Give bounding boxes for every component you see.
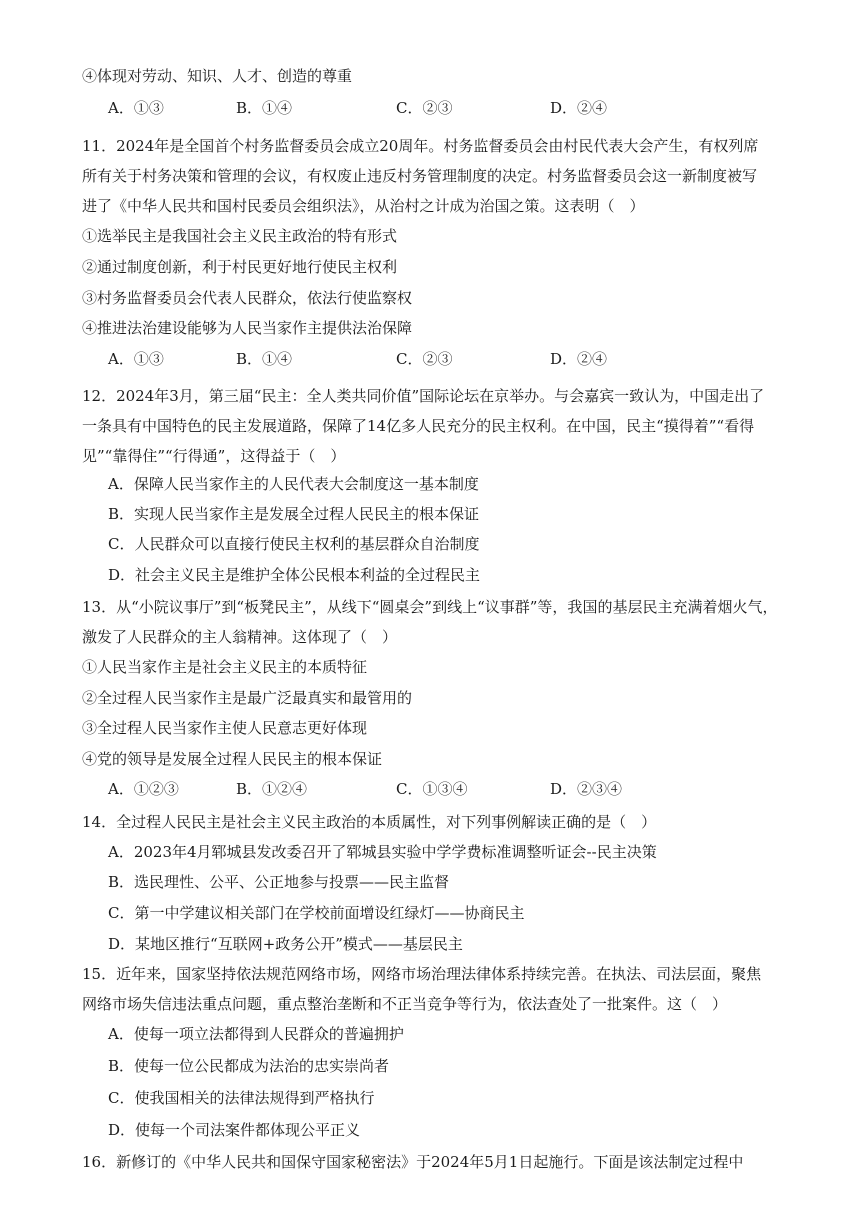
q11-options xyxy=(108,349,748,369)
q13-stem-line-1: 13．从“小院议事厅”到“板凳民主”，从线下“圆桌会”到线上“议事群”等，我国的基层民主充满着烟火气， xyxy=(82,598,778,616)
q11-statement-4: ④推进法治建设能够为人民当家作主提供法治保障 xyxy=(82,319,413,337)
q14-option-d: D．某地区推行“互联网+政务公开”模式——基层民主 xyxy=(108,935,463,953)
q12-stem-line-1: 12．2024年3月，第三届“民主：全人类共同价值”国际论坛在京举办。与会嘉宾一致认为，中国走出了 xyxy=(82,387,765,405)
option-c: C．②③ xyxy=(396,99,453,117)
option-b: B．①④ xyxy=(236,350,293,368)
q15-option-d: D．使每一个司法案件都体现公平正义 xyxy=(108,1121,361,1139)
q13-statement-1: ①人民当家作主是社会主义民主的本质特征 xyxy=(82,658,368,676)
option-a: A．①②③ xyxy=(108,780,179,798)
q11-statement-1: ①选举民主是我国社会主义民主政治的特有形式 xyxy=(82,227,398,245)
option-b: B．①④ xyxy=(236,99,293,117)
q12-stem-line-2: 一条具有中国特色的民主发展道路，保障了14亿多人民充分的民主权利。在中国，民主“摸得着”“看得 xyxy=(82,417,755,435)
q15-stem-line-1: 15．近年来，国家坚持依法规范网络市场，网络市场治理法律体系持续完善。在执法、司法层面，聚焦 xyxy=(82,965,762,983)
q11-stem-line-2: 所有关于村务决策和管理的会议，有权废止违反村务管理制度的决定。村务监督委员会这一新制度被写 xyxy=(82,167,758,185)
q16-stem-line-1: 16．新修订的《中华人民共和国保守国家秘密法》于2024年5月1日起施行。下面是该法制定过程中 xyxy=(82,1153,744,1171)
q12-option-a: A．保障人民当家作主的人民代表大会制度这一基本制度 xyxy=(108,475,479,493)
q11-statement-3: ③村务监督委员会代表人民群众，依法行使监察权 xyxy=(82,289,413,307)
option-a: A．①③ xyxy=(108,99,164,117)
option-d: D．②④ xyxy=(550,99,608,117)
q14-stem: 14．全过程人民民主是社会主义民主政治的本质属性，对下列事例解读正确的是（ ） xyxy=(82,813,657,831)
option-d: D．②④ xyxy=(550,350,608,368)
q14-option-b: B．选民理性、公平、公正地参与投票——民主监督 xyxy=(108,873,450,891)
option-a: A．①③ xyxy=(108,350,164,368)
q12-option-c: C．人民群众可以直接行使民主权利的基层群众自治制度 xyxy=(108,535,480,553)
q15-option-b: B．使每一位公民都成为法治的忠实崇尚者 xyxy=(108,1057,390,1075)
q13-statement-2: ②全过程人民当家作主是最广泛最真实和最管用的 xyxy=(82,689,413,707)
option-c: C．①③④ xyxy=(396,780,468,798)
q12-stem-line-3: 见”“靠得住”“行得通”，这得益于（ ） xyxy=(82,447,346,465)
q13-statement-3: ③全过程人民当家作主使人民意志更好体现 xyxy=(82,719,368,737)
option-c: C．②③ xyxy=(396,350,453,368)
q13-statement-4: ④党的领导是发展全过程人民民主的根本保证 xyxy=(82,750,383,768)
q12-option-b: B．实现人民当家作主是发展全过程人民民主的根本保证 xyxy=(108,505,480,523)
q12-option-d: D．社会主义民主是维护全体公民根本利益的全过程民主 xyxy=(108,566,481,584)
q14-option-c: C．第一中学建议相关部门在学校前面增设红绿灯——协商民主 xyxy=(108,904,525,922)
q13-options xyxy=(108,779,748,799)
q15-option-c: C．使我国相关的法律法规得到严格执行 xyxy=(108,1089,375,1107)
q15-option-a: A．使每一项立法都得到人民群众的普遍拥护 xyxy=(108,1025,404,1043)
q11-stem-line-1: 11．2024年是全国首个村务监督委员会成立20周年。村务监督委员会由村民代表大会产生，有权列席 xyxy=(82,137,759,155)
option-b: B．①②④ xyxy=(236,780,308,798)
q14-option-a: A．2023年4月郓城县发改委召开了郓城县实验中学学费标准调整听证会--民主决策 xyxy=(108,843,657,861)
q10-options xyxy=(108,98,748,118)
q11-stem-line-3: 进了《中华人民共和国村民委员会组织法》，从治村之计成为治国之策。这表明（ ） xyxy=(82,197,645,215)
q15-stem-line-2: 网络市场失信违法重点问题，重点整治垄断和不正当竞争等行为，依法查处了一批案件。这（ ） xyxy=(82,995,728,1013)
option-d: D．②③④ xyxy=(550,780,623,798)
q11-statement-2: ②通过制度创新，利于村民更好地行使民主权利 xyxy=(82,258,398,276)
q10-statement-4: ④体现对劳动、知识、人才、创造的尊重 xyxy=(82,67,353,85)
q13-stem-line-2: 激发了人民群众的主人翁精神。这体现了（ ） xyxy=(82,628,398,646)
